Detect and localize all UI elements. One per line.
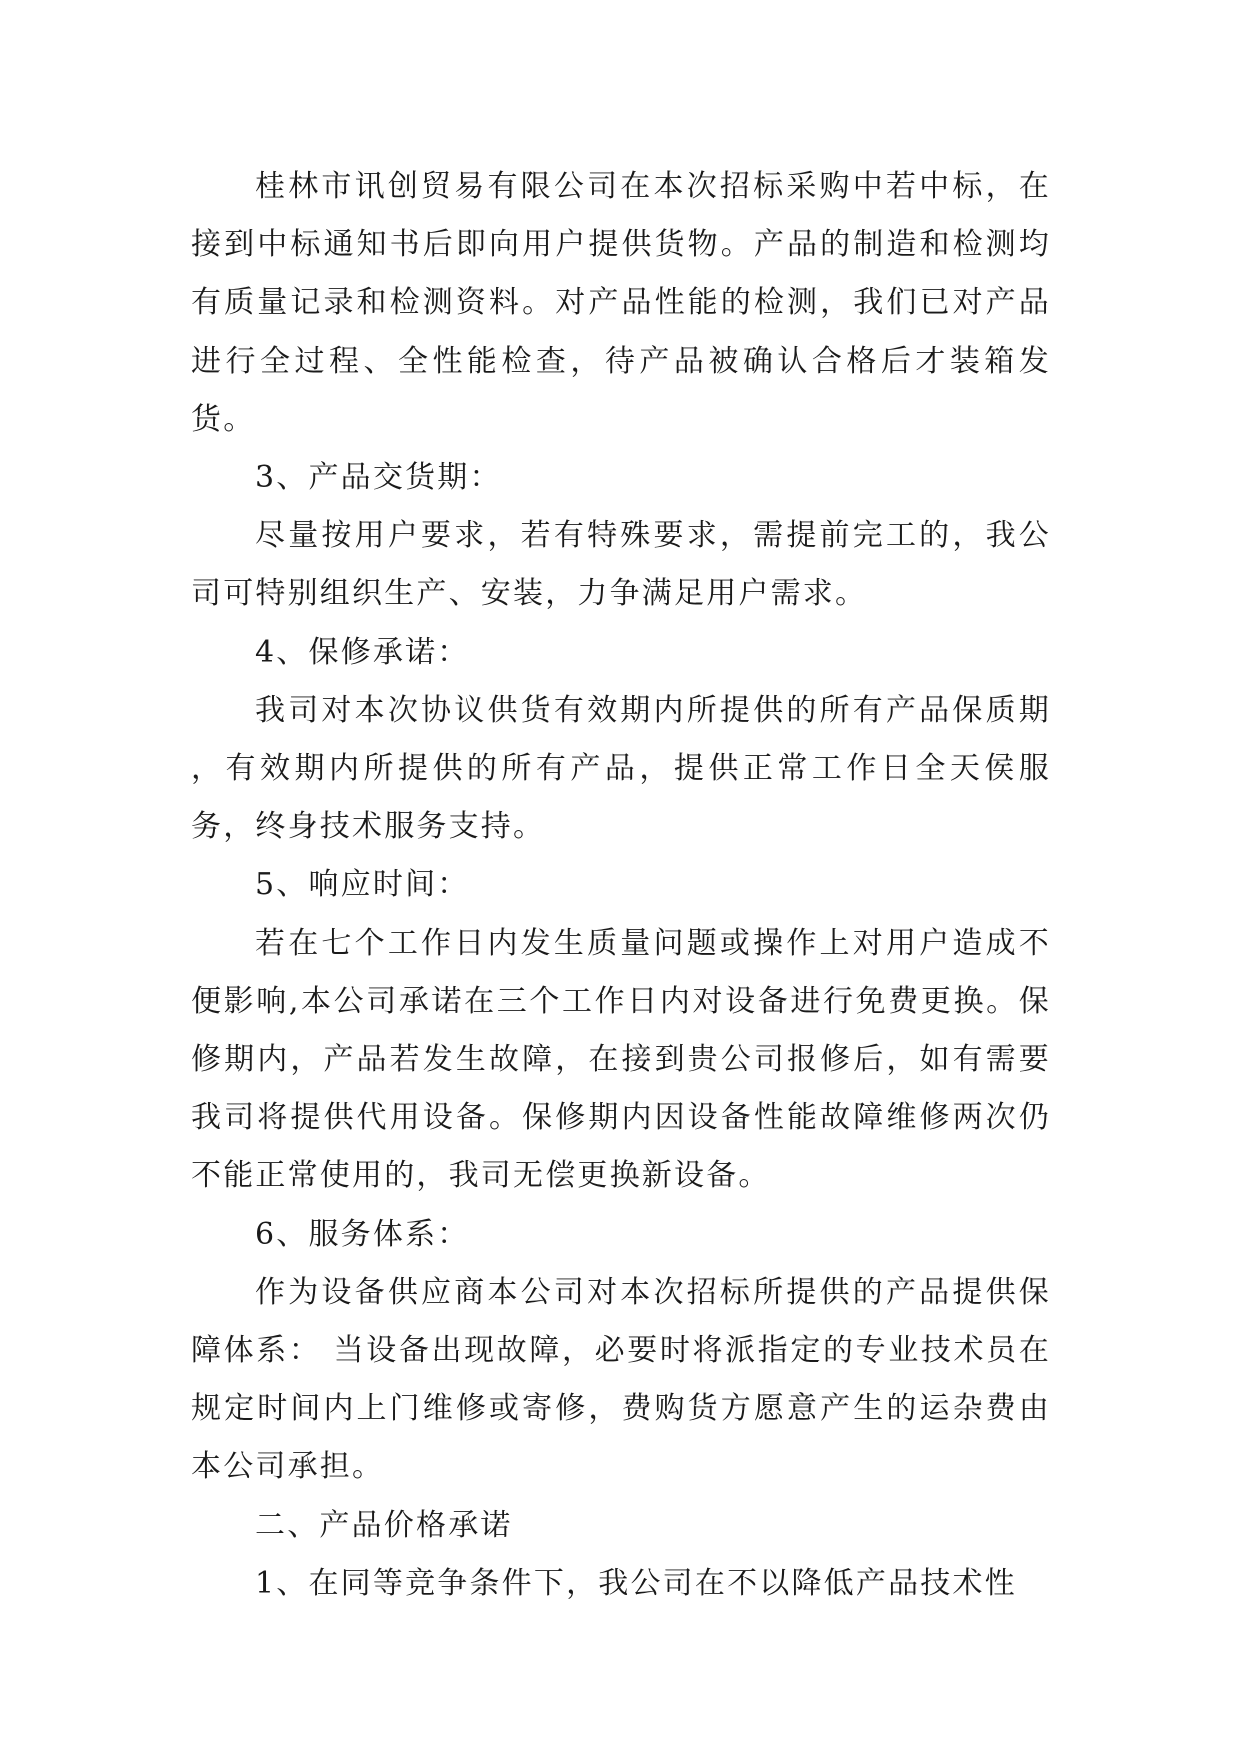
heading-delivery-period: 3、产品交货期： [255, 460, 502, 496]
paragraph-delivery-quality: 桂林市讯创贸易有限公司在本次招标采购中若中标，在接到中标通知书后即向用户提供货物。产品的制造和检测均有质量记录和检测资料。对产品性能的检测，我们已对产品进行全过程、全性能检查，待产品被确认合格后才装箱发货。 [191, 169, 1051, 437]
paragraph-warranty: 我司对本次协议供货有效期内所提供的所有产品保质期 ，有效期内所提供的所有产品，提供正常工作日全天侯服务，终身技术服务支持。 [191, 692, 1051, 845]
paragraph-response-time: 若在七个工作日内发生质量问题或操作上对用户造成不便影响,本公司承诺在三个工作日内对设备进行免费更换。保修期内，产品若发生故障，在接到贵公司报修后，如有需要我司将提供代用设备。保修期内因设备性能故障维修两次仍不能正常使用的，我司无偿更换新设备。 [191, 925, 1051, 1194]
heading-response-time: 5、响应时间： [255, 867, 470, 903]
document-body [191, 158, 1051, 1613]
paragraph-service-system: 作为设备供应商本公司对本次招标所提供的产品提供保障体系： 当设备出现故障，必要时将派指定的专业技术员在规定时间内上门维修或寄修，费购货方愿意产生的运杂费由本公司承担。 [191, 1274, 1051, 1485]
heading-service-system: 6、服务体系： [255, 1216, 470, 1252]
heading-price-commitment: 二、产品价格承诺 [255, 1507, 513, 1543]
paragraph-delivery-period: 尽量按用户要求，若有特殊要求，需提前完工的，我公司可特别组织生产、安装，力争满足用户需求。 [191, 518, 1051, 612]
heading-warranty: 4、保修承诺： [255, 634, 470, 670]
paragraph-price-commitment: 1、在同等竞争条件下，我公司在不以降低产品技术性 [255, 1565, 1017, 1601]
